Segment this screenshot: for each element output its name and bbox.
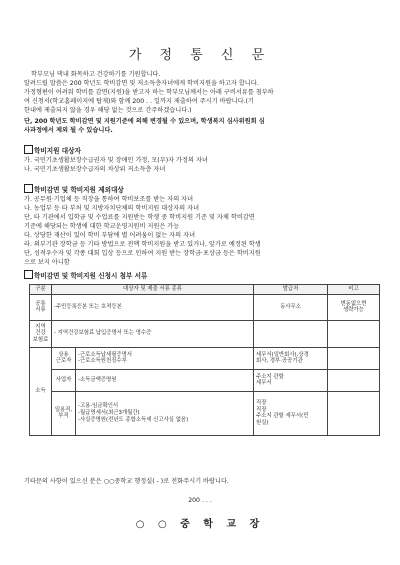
contact-line: 기타문의 사항이 있으신 분은 ○○중학교 행정실( - )로 전화주시기 바랍니다.	[24, 478, 229, 485]
header-issuer: 발급처	[254, 285, 328, 295]
row-note	[328, 369, 380, 391]
excluded-item-7: 단, 성적우수자 및 각종 대회 입상 등으로 인하여 지원 받는 장학금·포상금 등은 학비지원	[24, 250, 261, 257]
row-issuer: 동사무소	[254, 294, 328, 320]
issue-date: 200 . . .	[188, 497, 212, 504]
header-category: 구분	[30, 285, 52, 295]
table-row	[30, 369, 380, 391]
row-category-income: 소득	[30, 347, 52, 435]
notice-line-1: 단, 200 학년도 학비감면 및 지원기준에 의해 변경될 수 있으며, 학생복지 심사위원회 심	[24, 118, 265, 125]
table-row	[30, 294, 380, 320]
row-subcategory: 일용직, 부직	[52, 391, 76, 435]
row-issuer: 주소지 관할 세무서	[254, 369, 328, 391]
header-note: 비고	[328, 285, 380, 295]
row-documents: -주민등록등본 또는 호적등본	[52, 294, 254, 320]
row-note	[328, 320, 380, 347]
excluded-item-4: 기준에 해당되는 학생에 대한 학교운영지원비 지원은 가능	[24, 223, 180, 230]
excluded-item-6: 라. 외부기관 장학금 등 기타 방법으로 전액 학비지원을 받고 있거나, 앞가로 예정된 학생	[24, 241, 261, 248]
row-note: 변동없으면 생략가능	[328, 294, 380, 320]
row-category: 지역 건강 보험료	[30, 320, 52, 347]
row-category: 공통 서류	[30, 294, 52, 320]
table-row	[30, 347, 380, 369]
excluded-item-1: 가. 공무원·기업체 등 직장을 통하여 학비보조를 받는 자의 자녀	[24, 196, 194, 203]
row-issuer: 직장 직장 주소지 관할 세무서(민 원실)	[254, 391, 328, 435]
checkbox-icon	[24, 145, 33, 154]
intro-line-1: 학부모님 댁내 화목하고 건강하기를 기원합니다.	[31, 71, 161, 78]
row-note	[328, 347, 380, 369]
excluded-item-5: 다. 상당한 재산이 있어 학비 부담에 별 어려움이 없는 자의 자녀	[24, 232, 196, 239]
row-documents: -고용·임금확인서 -월급명세서(최근3개월간) -사실증명원(전년도 종합소득세 신고사실 없음)	[76, 391, 254, 435]
excluded-item-8: 으로 보지 아니함	[24, 259, 70, 266]
intro-line-4: 여 신청서(학교홈페이지에 탑재)와 함께 200 . . 일까지 제출하여 주시기 바랍니다.(기	[24, 98, 254, 105]
row-note	[328, 391, 380, 435]
page-title: 가 정 통 신 문	[128, 48, 272, 63]
row-documents: -소득금액증명원	[76, 369, 254, 391]
checkbox-icon	[24, 184, 33, 193]
row-issuer	[254, 320, 328, 347]
header-documents: 대상자 및 제출 서류 종류	[52, 285, 254, 295]
principal-signature: ○ ○ 중 학 교 장	[135, 519, 265, 530]
checkbox-icon	[24, 270, 33, 279]
documents-table	[29, 284, 380, 436]
excluded-item-3: 단, 타 기관에서 입학금 및 수업료를 지원받는 학생 중 학비지원 기준 및 자체 학비감면	[24, 214, 255, 221]
row-documents: - 지역건강보험료 납입증명서 또는 영수증	[52, 320, 254, 347]
intro-line-2: 알려드릴 말씀은 200 학년도 학비감면 및 저소득층자녀에게 학비지원을 하고자 합니다.	[24, 80, 259, 87]
row-subcategory: 사업자	[52, 369, 76, 391]
notice-line-2: 사과정에서 제외 될 수 있습니다.	[24, 127, 113, 134]
eligible-item-1: 가. 국민기초생활보장수급권자 및 장애인 가정, 모(부)자 가정의 자녀	[24, 157, 208, 164]
intro-line-5: 한내에 제출되지 않을 경우 해당 없는 것으로 간주하겠습니다.)	[24, 107, 192, 114]
table-row	[30, 391, 380, 435]
table-header-row	[30, 285, 380, 295]
eligible-item-2: 나. 국민기초생활보장수급자의 차상위 저소득층 자녀	[24, 166, 166, 173]
row-documents: -근로소득납세필증명서 -근로소득원천징수부	[76, 347, 254, 369]
row-subcategory: 상용 근로자	[52, 347, 76, 369]
table-row	[30, 320, 380, 347]
section-heading-eligible: 학비지원 대상자	[34, 147, 81, 155]
row-issuer: 세무서(일반회사),상경 회사, 경부·공공기관	[254, 347, 328, 369]
section-heading-documents: 학비감면 및 학비지원 신청시 첨부 서류	[34, 272, 148, 280]
section-heading-excluded: 학비감면 및 학비지원 제외대상	[34, 186, 124, 194]
excluded-item-2: 나. 농업부 등 타 부처 및 지방자치단체의 학비지원 대상자의 자녀	[24, 205, 200, 212]
intro-line-3: 가정형편이 어려워 학비를 감면(지원)을 받고자 하는 학부모님께서는 아래 구비서류를 첨부하	[24, 89, 274, 96]
